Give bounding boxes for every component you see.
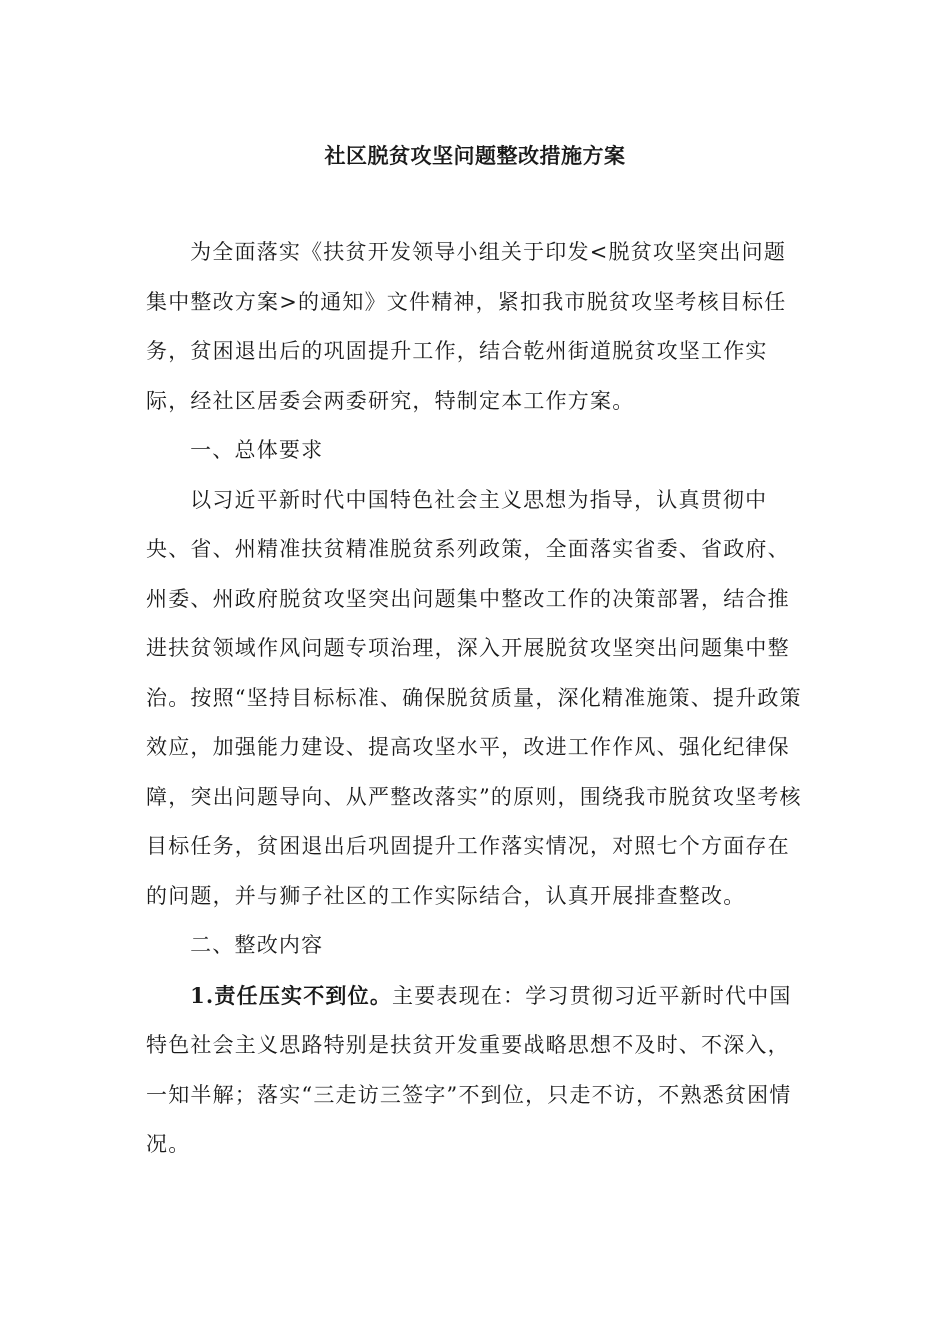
document-body	[146, 228, 806, 1170]
item-1-lead: 1.责任压实不到位。	[190, 982, 393, 1008]
section-heading-general-requirements: 一、总体要求	[190, 438, 324, 462]
general-requirements-paragraph: 以习近平新时代中国特色社会主义思想为指导，认真贯彻中央、省、州精准扶贫精准脱贫系列政策，全面落实省委、省政府、州委、州政府脱贫攻坚突出问题集中整改工作的决策部署，结合推进扶贫领域作风问题专项治理，深入开展脱贫攻坚突出问题集中整治。按照“坚持目标标准、确保脱贫质量，深化精准施策、提升政策效应，加强能力建设、提高攻坚水平，改进工作作风、强化纪律保障，突出问题导向、从严整改落实”的原则，围绕我市脱贫攻坚考核目标任务，贫困退出后巩固提升工作落实情况，对照七个方面存在的问题，并与狮子社区的工作实际结合，认真开展排查整改。	[146, 487, 802, 908]
intro-paragraph: 为全面落实《扶贫开发领导小组关于印发<脱贫攻坚突出问题集中整改方案>的通知》文件精神，紧扣我市脱贫攻坚考核目标任务，贫困退出后的巩固提升工作，结合乾州街道脱贫攻坚工作实际，经社区居委会两委研究，特制定本工作方案。	[146, 240, 787, 413]
section-heading-rectification-content: 二、整改内容	[190, 933, 324, 957]
document-title: 社区脱贫攻坚问题整改措施方案	[324, 143, 626, 168]
item-1-body: 主要表现在：学习贯彻习近平新时代中国特色社会主义思路特别是扶贫开发重要战略思想不及时、不深入，一知半解；落实“三走访三签字”不到位，只走不访，不熟悉贫困情况。	[146, 983, 792, 1156]
item-1-paragraph	[146, 971, 806, 1170]
